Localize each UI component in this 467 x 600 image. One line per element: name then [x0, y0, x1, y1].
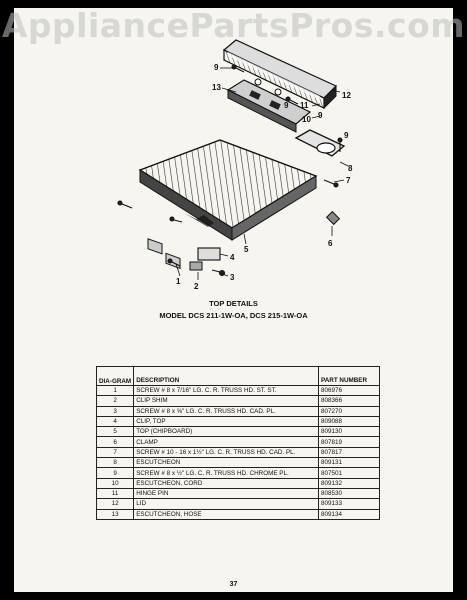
table-header-row — [97, 367, 380, 386]
table-row — [97, 406, 380, 416]
callout-label: 5 — [244, 245, 249, 254]
part-number-cell: 807501 — [319, 468, 380, 478]
callout-label: 9 — [318, 111, 323, 120]
part-number-cell: 809134 — [319, 509, 380, 519]
diagram-cell: 7 — [97, 447, 134, 457]
callout-label: 10 — [302, 115, 311, 124]
callout-label: 9 — [284, 101, 289, 110]
part-number-cell: 809131 — [319, 458, 380, 468]
description-cell: ESCUTCHEON — [134, 458, 319, 468]
part-number-cell: 809088 — [319, 416, 380, 426]
table-row — [97, 427, 380, 437]
description-cell: SCREW # 8 x 7/16" LG. C. R. TRUSS HD. ST. ST. — [134, 386, 319, 396]
chipboard-top-part — [140, 140, 316, 240]
description-cell: ESCUTCHEON, HOSE — [134, 509, 319, 519]
table-row — [97, 468, 380, 478]
description-cell: HINGE PIN — [134, 488, 319, 498]
part-number-cell: 808366 — [319, 396, 380, 406]
callout-label: 1 — [176, 277, 181, 286]
description-cell: SCREW # 8 x ⅝" LG. C. R. TRUSS HD. CAD. PL. — [134, 406, 319, 416]
callout-label: 6 — [328, 239, 333, 248]
description-cell: TOP (CHIPBOARD) — [134, 427, 319, 437]
callout-label: 13 — [212, 83, 221, 92]
callout-label: 9 — [214, 63, 219, 72]
diagram-title: TOP DETAILS — [209, 299, 258, 308]
table-row — [97, 386, 380, 396]
part-number-cell: 808530 — [319, 488, 380, 498]
diagram-cell: 1 — [97, 386, 134, 396]
callout-label: 4 — [230, 253, 235, 262]
diagram-cell: 5 — [97, 427, 134, 437]
diagram-cell: 3 — [97, 406, 134, 416]
callout-label: 9 — [344, 131, 349, 140]
exploded-parts-diagram — [14, 8, 453, 298]
diagram-cell: 12 — [97, 499, 134, 509]
part-number-cell: 809133 — [319, 499, 380, 509]
diagram-cell: 9 — [97, 468, 134, 478]
diagram-cell: 13 — [97, 509, 134, 519]
callout-label: 8 — [348, 164, 353, 173]
watermark: AppliancePartsPros.com — [1, 6, 466, 45]
diagram-cell: 4 — [97, 416, 134, 426]
table-row — [97, 509, 380, 519]
diagram-cell: 11 — [97, 488, 134, 498]
callout-label: 11 — [300, 101, 309, 110]
parts-table — [96, 366, 380, 520]
page-number: 37 — [229, 581, 238, 588]
part-number-cell: 807270 — [319, 406, 380, 416]
description-cell: CLIP SHIM — [134, 396, 319, 406]
part-number-cell: 809130 — [319, 427, 380, 437]
description-cell: CLAMP — [134, 437, 319, 447]
description-cell: SCREW # 8 x ½" LG. C. R. TRUSS HD. CHROME PL. — [134, 468, 319, 478]
description-cell: LID — [134, 499, 319, 509]
table-row — [97, 396, 380, 406]
table-row — [97, 437, 380, 447]
table-row — [97, 416, 380, 426]
part-number-cell: 807817 — [319, 447, 380, 457]
callout-label: 3 — [230, 273, 235, 282]
description-cell: SCREW # 10 - 16 x 1½" LG. C. R. TRUSS HD. CAD. PL. — [134, 447, 319, 457]
table-row — [97, 488, 380, 498]
table-row — [97, 447, 380, 457]
cord-escutcheon-part — [296, 130, 344, 156]
part-number-cell: 807819 — [319, 437, 380, 447]
callout-label: 2 — [194, 282, 199, 291]
table-row — [97, 478, 380, 488]
description-cell: ESCUTCHEON, CORD — [134, 478, 319, 488]
diagram-cell: 8 — [97, 458, 134, 468]
column-header-part-number: PART NUMBER — [319, 367, 380, 386]
callout-label: 12 — [342, 91, 351, 100]
part-number-cell: 809132 — [319, 478, 380, 488]
column-header-diagram: DIA-GRAM — [97, 367, 134, 386]
part-number-cell: 806976 — [319, 386, 380, 396]
description-cell: CLIP, TOP — [134, 416, 319, 426]
diagram-cell: 6 — [97, 437, 134, 447]
diagram-cell: 2 — [97, 396, 134, 406]
callout-label: 7 — [346, 176, 351, 185]
table-row — [97, 458, 380, 468]
diagram-model: MODEL DCS 211-1W-OA, DCS 215-1W-OA — [159, 311, 308, 320]
diagram-cell: 10 — [97, 478, 134, 488]
table-row — [97, 499, 380, 509]
column-header-description: DESCRIPTION — [134, 367, 319, 386]
